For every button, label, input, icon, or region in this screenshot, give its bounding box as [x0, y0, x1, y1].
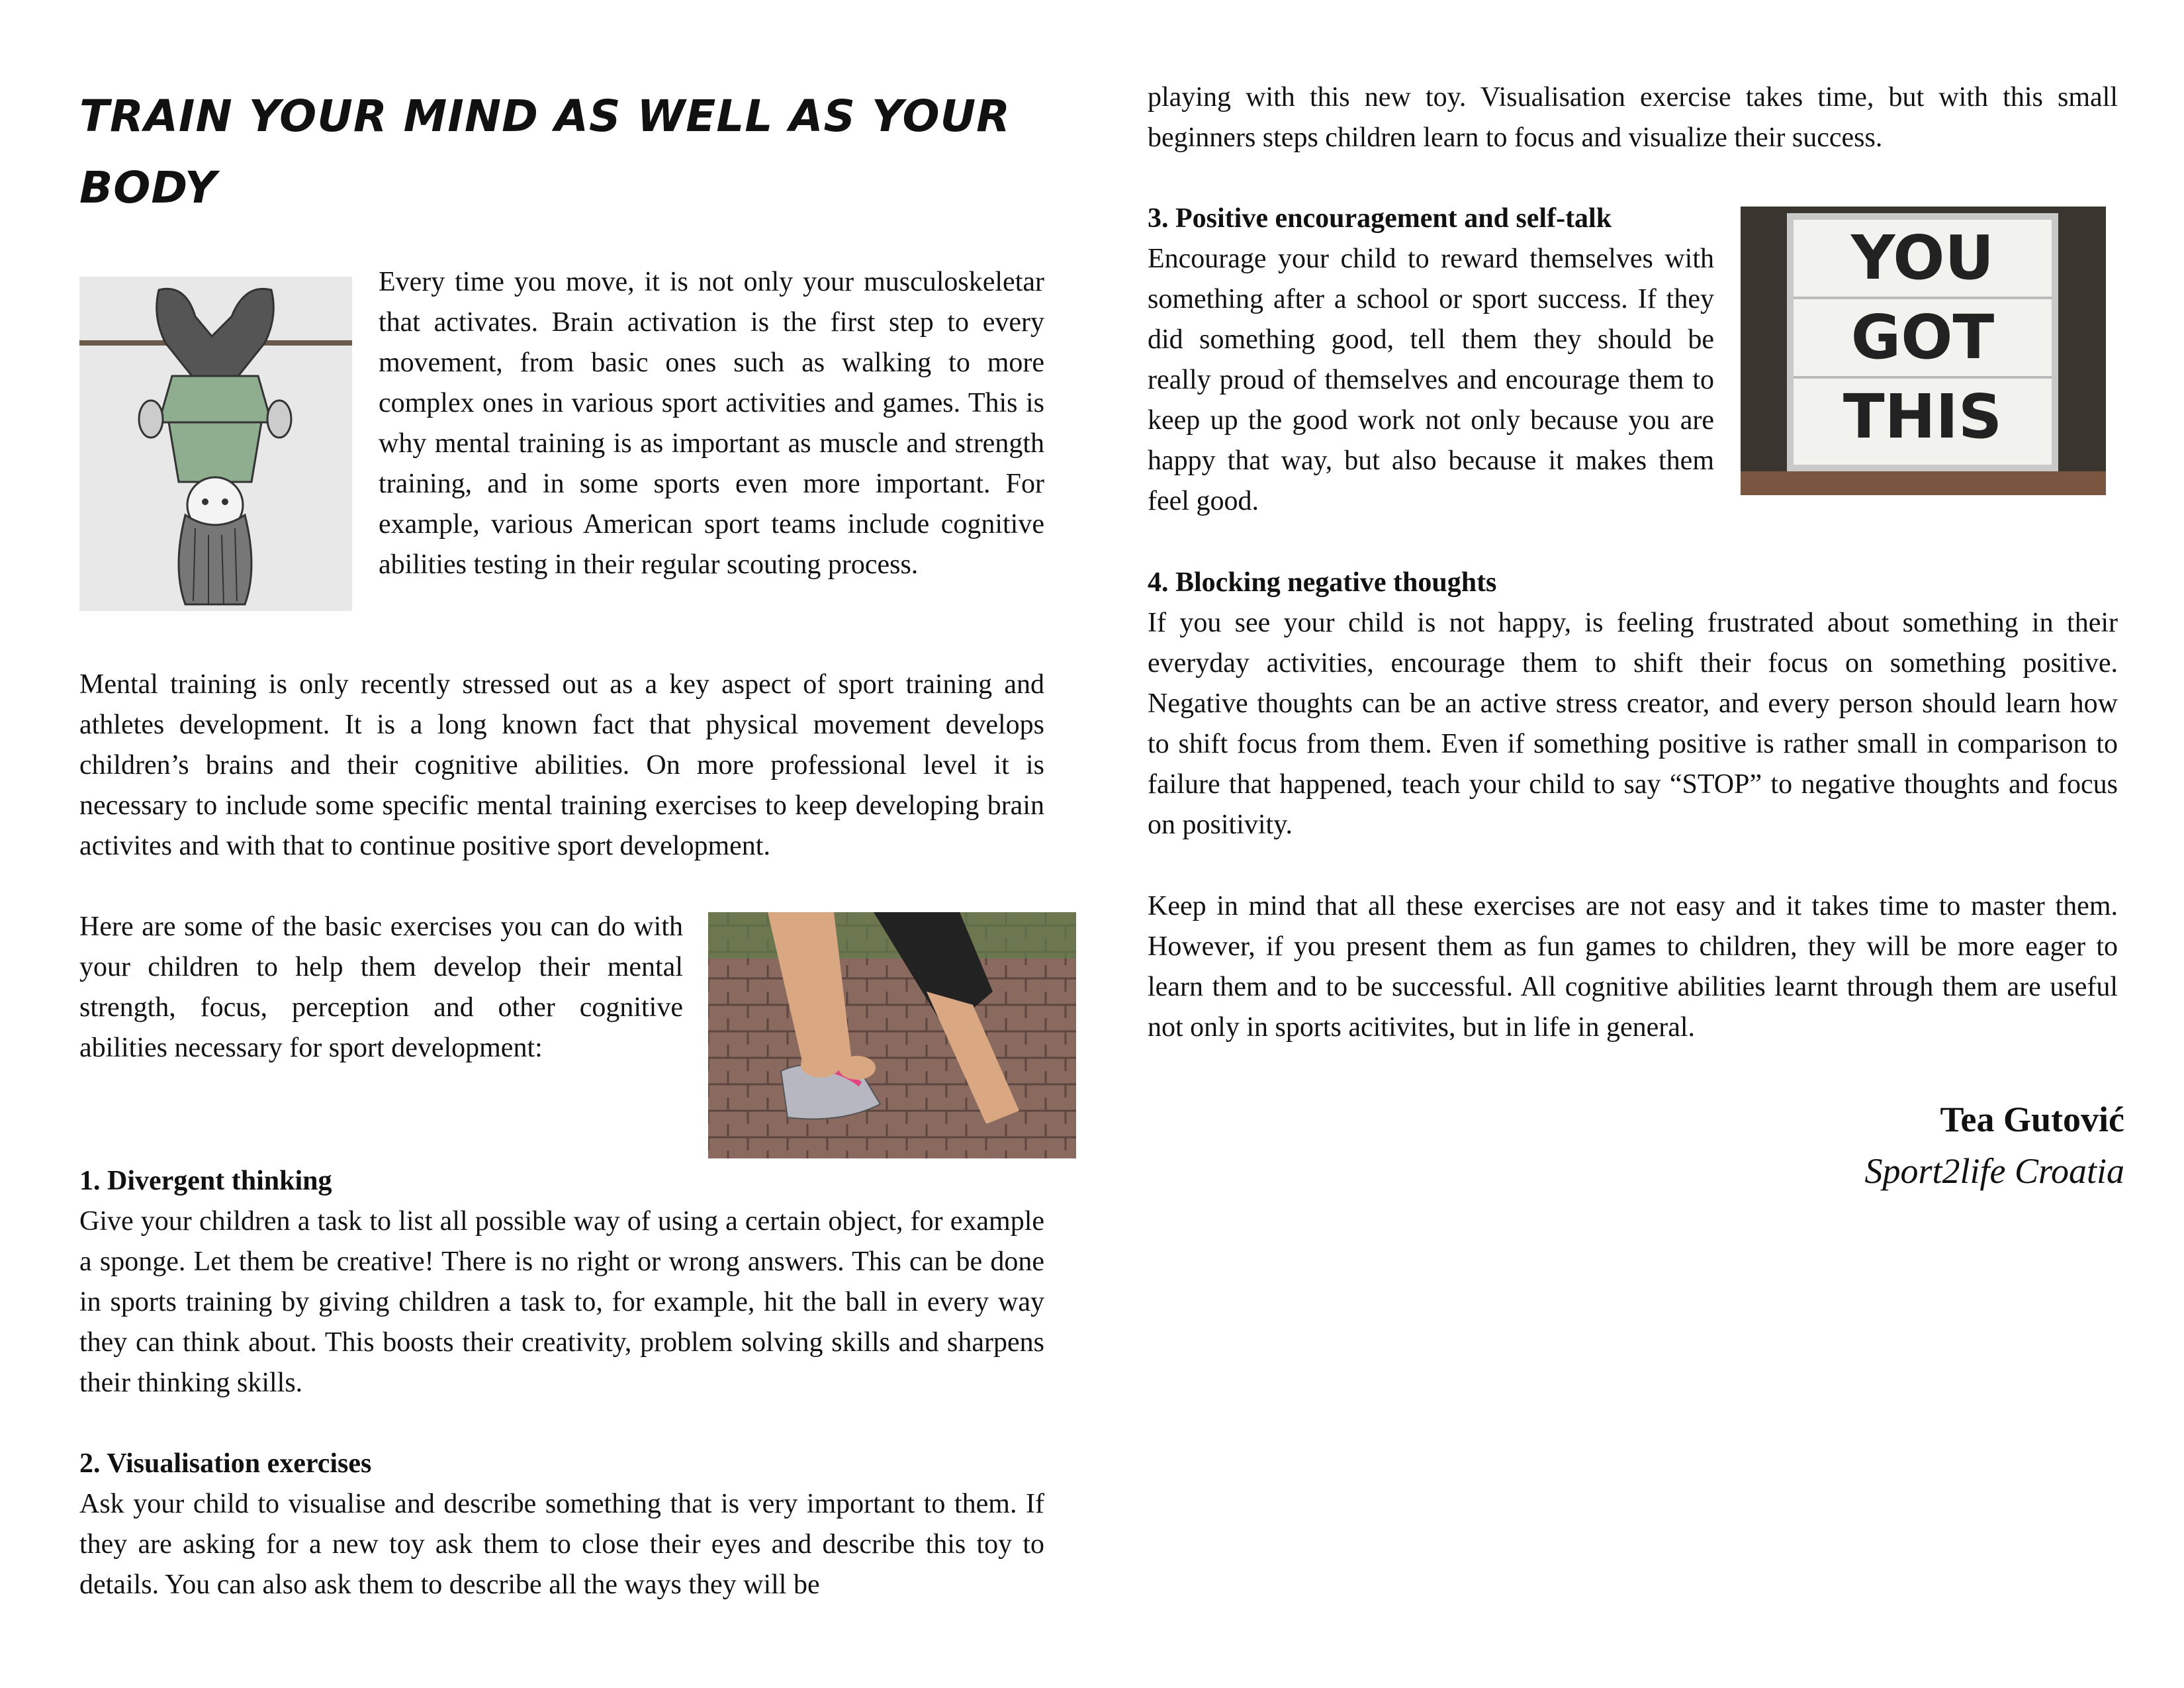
lightbox-line-1: YOU — [1794, 220, 2052, 299]
author-name: Tea Gutović — [1940, 1100, 2124, 1139]
lightbox-table — [1741, 471, 2106, 495]
exercise-1-block — [79, 1161, 1044, 1403]
exercise-3-heading: 3. Positive encouragement and self-talk — [1148, 203, 1612, 234]
exercise-2-block — [79, 1444, 1044, 1605]
exercise-4-text: If you see your child is not happy, is feeling frustrated about something in their everyday activities, encourage them to shift their focus on something positive. Negative thoughts can be an active stress creator, and every person should learn how to shift focus from them. Even if something positive is rather small in comparison to failure that happened, teach your child to say “STOP” to negative thoughts and focus on positivity. — [1148, 608, 2118, 840]
conclusion-paragraph: Keep in mind that all these exercises are not easy and it takes time to master them. However, if you present them as fun games to children, they will be more eager to learn them and to be successful. All cognitive abilities learnt through them are useful not only in sports acitivites, but in life in general. — [1148, 891, 2118, 1043]
exercise-3-block — [1148, 199, 1714, 522]
exercise-2-continued-block — [1148, 77, 2118, 158]
author-organization: Sport2life Croatia — [1864, 1151, 2124, 1191]
paragraph-2: Mental training is only recently stressed out as a key aspect of sport training and athletes development. It is a long known fact that physical movement develops children’s brains and their cognitive abilities. On more professional level it is necessary to include some specific mental training exercises to keep developing brain activites and with that to continue positive sport development. — [79, 669, 1044, 861]
exercise-2-heading: 2. Visualisation exercises — [79, 1448, 372, 1479]
exercise-1-text: Give your children a task to list all possible way of using a certain object, for example a sponge. Let them be creative! There is no right or wrong answers. This can be done in sports training by giving children a task to, for example, hit the ball in every way they can think about. This boosts their creativity, problem solving skills and sharpens their thinking skills. — [79, 1206, 1044, 1398]
intro-paragraph-block — [379, 262, 1044, 585]
exercise-2-text: Ask your child to visualise and describe something that is very important to them. If they are asking for a new toy ask them to close their eyes and describe this toy to details. You can also ask them to describe all the ways they will be — [79, 1489, 1044, 1600]
exercise-3-text: Encourage your child to reward themselves with something after a school or sport success. If they did something good, tell them they should be really proud of themselves and encourage them to keep up the good work not only because you are happy that way, but also because it makes them feel good. — [1148, 244, 1714, 516]
conclusion-block — [1148, 886, 2118, 1048]
intro-paragraph: Every time you move, it is not only your musculoskeletar that activates. Brain activation is the first step to every movement, from basic ones such as walking to more complex ones in various sport activities and games. This is why mental training is as important as muscle and strength training, and in some sports even more important. For example, various American sport teams include cognitive abilities testing in their regular scouting process. — [379, 267, 1044, 580]
paragraph-3-block — [79, 907, 683, 1068]
you-got-this-lightbox-photo — [1741, 207, 2106, 495]
lightbox-line-2: GOT — [1794, 299, 2052, 379]
exercise-4-heading: 4. Blocking negative thoughts — [1148, 567, 1497, 598]
exercise-1-heading: 1. Divergent thinking — [79, 1166, 332, 1196]
lightbox-line-3: THIS — [1843, 381, 2003, 452]
exercise-2-text-continued: playing with this new toy. Visualisation exercise takes time, but with this small beginners steps children learn to focus and visualize their success. — [1148, 82, 2118, 153]
tying-shoe-photo — [708, 912, 1076, 1158]
paragraph-2-block — [79, 665, 1044, 867]
lightbox-frame — [1787, 213, 2058, 471]
page-title: TRAIN YOUR MIND AS WELL AS YOUR BODY — [79, 91, 1011, 213]
tying-shoe-image — [708, 912, 1076, 1158]
paragraph-3: Here are some of the basic exercises you can do with your children to help them develop their mental strength, focus, perception and other cognitive abilities necessary for sport development: — [79, 912, 683, 1063]
hanging-girl-illustration — [79, 277, 352, 611]
exercise-4-block — [1148, 563, 2118, 845]
hanging-girl-drawing — [79, 277, 352, 611]
